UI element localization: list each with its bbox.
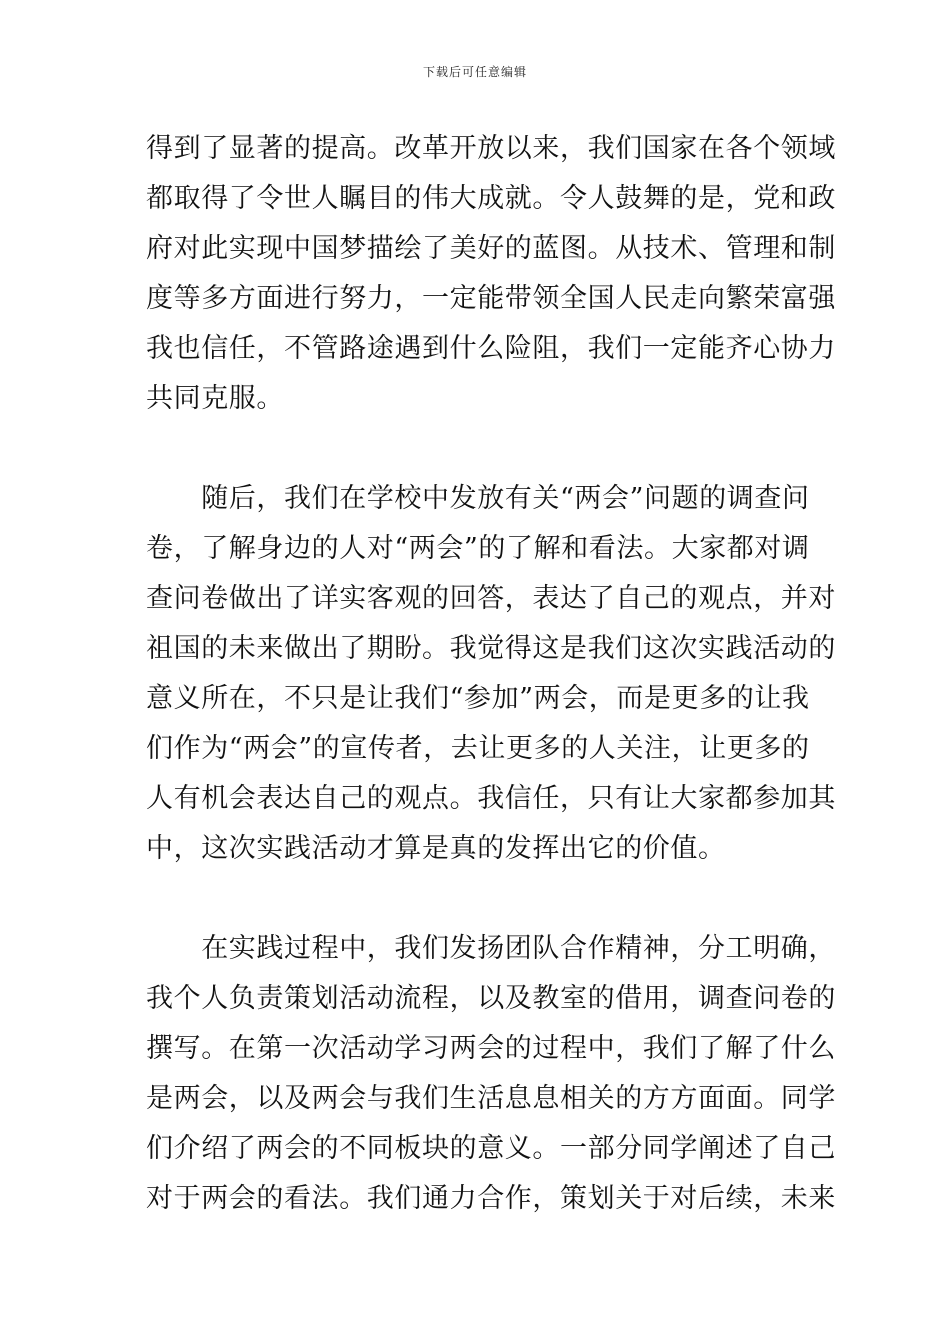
paragraph-line: 人有机会表达自己的观点。我信任，只有让大家都参加其: [146, 783, 836, 814]
paragraph-line: 共同克服。: [146, 383, 284, 414]
paragraph-line: 我也信任，不管路途遇到什么险阻，我们一定能齐心协力: [146, 333, 836, 364]
paragraph-line: 对于两会的看法。我们通力合作，策划关于对后续，未来: [146, 1183, 836, 1214]
paragraph-spacer: [146, 424, 806, 474]
page-header: 下载后可任意编辑: [422, 65, 527, 79]
paragraph-line: 都取得了令世人瞩目的伟大成就。令人鼓舞的是，党和政: [146, 183, 836, 214]
paragraph-1: [146, 124, 836, 424]
paragraph-line: 得到了显著的提高。改革开放以来，我们国家在各个领域: [146, 133, 836, 164]
paragraph-3: [146, 924, 836, 1224]
paragraph-line: 我个人负责策划活动流程，以及教室的借用，调查问卷的: [146, 983, 836, 1014]
paragraph-spacer: [146, 874, 806, 924]
paragraph-line: 撰写。在第一次活动学习两会的过程中，我们了解了什么: [146, 1033, 836, 1064]
document-body: [146, 124, 836, 1224]
paragraph-line: 随后，我们在学校中发放有关“两会”问题的调查问: [146, 483, 810, 514]
paragraph-line: 查问卷做出了详实客观的回答，表达了自己的观点，并对: [146, 583, 836, 614]
paragraph-line: 祖国的未来做出了期盼。我觉得这是我们这次实践活动的: [146, 633, 836, 664]
paragraph-line: 卷，了解身边的人对“两会”的了解和看法。大家都对调: [146, 533, 810, 564]
paragraph-line: 们作为“两会”的宣传者，去让更多的人关注，让更多的: [146, 733, 810, 764]
paragraph-line: 意义所在，不只是让我们“参加”两会，而是更多的让我: [146, 683, 810, 714]
paragraph-line: 府对此实现中国梦描绘了美好的蓝图。从技术、管理和制: [146, 233, 836, 264]
paragraph-line: 是两会，以及两会与我们生活息息相关的方方面面。同学: [146, 1083, 836, 1114]
paragraph-line: 度等多方面进行努力，一定能带领全国人民走向繁荣富强: [146, 283, 836, 314]
paragraph-line: 中，这次实践活动才算是真的发挥出它的价值。: [146, 833, 726, 864]
paragraph-2: [146, 474, 836, 874]
paragraph-line: 们介绍了两会的不同板块的意义。一部分同学阐述了自己: [146, 1133, 836, 1164]
paragraph-line: 在实践过程中，我们发扬团队合作精神，分工明确，: [146, 933, 836, 964]
